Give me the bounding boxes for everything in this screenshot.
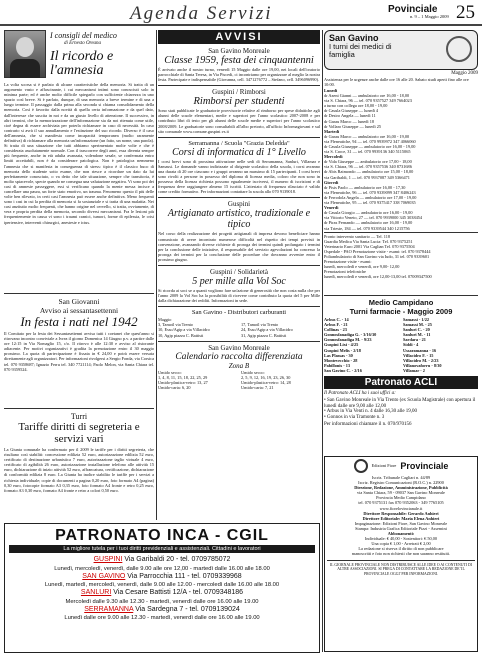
medici-line: dr Vida Giuseppe — ambulatorio ore 17,00 - 18,00 — [324, 159, 412, 165]
medici-line: via Fleneatiche, 94 — tel. 070 9939972 347 4066060 — [324, 138, 416, 144]
medici-section — [324, 30, 478, 292]
inca-offices — [9, 556, 315, 622]
distributori-col-2 — [241, 322, 320, 337]
editore-line: Una copia € 1,00 - Arretrati € 2,00 — [371, 541, 431, 547]
farmacia-item: Gonnosfanadiga M. - 9/23 — [324, 337, 372, 343]
medici-line: dr Azeni Gianni — ambulatorio ore 16,00 - 18,00 — [324, 93, 410, 99]
medici-day-label: Martedì — [324, 128, 340, 134]
sg-label: San Giovanni — [58, 297, 100, 306]
farmacia-item: Arbus C. - 14 — [324, 317, 349, 322]
editore-line: manoscritti e foto non richiesti che non saranno restituiti. — [351, 551, 451, 557]
medici-line: via Fleneatiche, 95 — tel. 070 9375417 338 7069035 — [324, 200, 416, 206]
farmacia-item: Guspini Lixi - 4/25 — [324, 342, 359, 348]
logo-text: Povinciale — [388, 4, 438, 15]
page-title: Agenda Servizi — [130, 3, 273, 24]
sg-kicker: Avviso ai sessantasettenni — [39, 306, 119, 315]
medici-day-label: Venerdì — [324, 205, 339, 211]
calendario-item: Umido-carta: 6, 20 — [158, 384, 191, 390]
medici-footer-line: lunedì, mercoledì e venerdì, ore 12,00-13,00 tel. 07009347500 — [324, 274, 432, 280]
editore-line: Direttore Responsabile: Gerardo Anhieri — [363, 510, 439, 516]
medici-line: via Garibaldi, 1 — tel. 070 9937087 349 5366471 — [324, 174, 410, 180]
medici-line: dr Pisis Paolo — ambulatorio ore 16,00 - 17,30 — [324, 184, 406, 190]
editore-line: tel. 070 9375131 fax 070 9352063 - 349 7765105 — [358, 500, 444, 506]
calendario-item: Umido-plastica-vetro: 14, 28 — [241, 379, 291, 385]
farmacia-item: Gonnosfanadiga G. - 3/16/30 — [324, 332, 377, 338]
volsoc-title: 5 per mille alla Vol Soc — [192, 275, 286, 287]
rimborsi-label: Guspini / Rimborsi — [158, 85, 320, 96]
farmacia-item: Sanluri C. - 20 — [403, 327, 430, 333]
editore-line: Provincia Medio Campidano — [376, 495, 426, 501]
medici-footer-line: Veterinario Euro 2001 Via Caglian Tel. 070 9375504 — [324, 243, 415, 249]
farmacia-item: Las Plassas - 30 — [324, 352, 353, 358]
medici-line: a turno con collega ore 18,00 - 19,00 — [324, 103, 388, 109]
distributori-label: San Gavino - Distributori carburanti — [158, 306, 320, 316]
acli-footer: Per informazioni chiamare il n. 070/970156 — [324, 421, 412, 427]
medici-line: dr Vollaro Giuseppe — lunedì 25 — [324, 123, 382, 129]
inca-info: Via Parrocchia 111 - tel. 0709339968 — [127, 572, 242, 580]
calendario-item: Umido secco: — [158, 369, 182, 375]
editore-line: Iscriz. Registro Comunicazioni (R.O.C.) n. 22900 — [358, 480, 444, 486]
avvisi-header: AVVISI — [158, 30, 320, 44]
turri-label: Turri — [70, 412, 88, 421]
turri-body: La Giunta comunale ha confermato per il 2009 le tariffe per i diritti segreteria, che risultano così stabiliti: concessione edilizia 52 euro, autorizzazione edilizia 52 euro, certificato di destinazione urbanistica 7 euro, autorizzazione taglio virtuale 4 euro, certificato di agibilità 26 euro, autorizzazione installazione telefono alle attività 15 euro, dichiarazione di inizio attività 52 euro, affrancatura, certificazione, dichiarazione di conformità edilizia 8 euro. La Giunta ha inoltre stabilito le tariffe per i servizi a richiesta individuale; copie di documenti a pagina 0,20 euro, foto formato A4 (pagina) 0,30 euro, fotocopie formato A3 0,35 euro, foto formato A4 fronte e retro 0,25 euro, formato A3 0,30 euro, formato A4 fronte e retro a colori 0,50 euro. — [4, 447, 154, 493]
editore-box — [324, 456, 478, 652]
calendario-col-1 — [158, 370, 237, 390]
medici-line: via Trieste, 184 — tel. 070 9339544 340 1215756 — [324, 225, 410, 231]
inca-town: SAN GAVINO — [82, 572, 126, 580]
inca-header: PATRONATO INCA - CGIL — [55, 527, 269, 544]
inca-hours: Lunedì, martedì, mercoledì, venerdì, dalle 9.00 alle 12.00 - mercoledì dalle 16.00 alle 18.00 — [44, 582, 280, 588]
editore-line: www.fiorelovincianale.it — [379, 505, 423, 511]
farmacia-item: Guspini Melis - 2/18 — [324, 347, 361, 353]
author-photo — [4, 30, 46, 78]
medici-line: via S. Croce, 31 — tel. 070 9939136 340 5115065 — [324, 149, 411, 155]
farmacia-item: Sanluri M. - 11 — [403, 332, 431, 338]
medici-line: dr Casula Giuseppe — ambulatorio ore 16,00 - 19,00 — [324, 144, 416, 150]
medici-footer-line: Prenotazione visite - esami: — [324, 259, 372, 265]
acli-item: • Gonnos in via Tramonte n. 3 — [324, 415, 385, 421]
medici-footer-line: Prenotazioni telefoniche — [324, 269, 366, 275]
avvisi-section — [158, 30, 320, 520]
calendario-item: Umido-carta: 7, 21 — [241, 384, 274, 390]
san-giovanni-article — [4, 293, 154, 406]
editore-label: Edizioni Fiore — [371, 463, 397, 469]
medici-line: via S. Chiara, 96 — tel. 070 9357536 340 8731686 — [324, 164, 412, 170]
medico-body: La volta scorsa si è parlato di alcune caratteristiche della memoria. Si tratta di un argomento vasto e affascinante, i cui meccanismi intimi sono conosciuti solo in minima parte; ed è anche molto difficile spiegarlo con sufficiente chiarezza in uno spazio così breve. Si è parlato, dunque, di una memoria a breve termine e di una a lungo termine. Il passaggio dalla prima alla seconda si chiama consolidamento della memoria. Così è favorito dalla novità di quella certa informazione e da quel dato, dall'interesse che suscita in noi e da un giusto livello di attenzione. Il successivo, in altri termini, che la memorizzazione dell'informazione sia da noi ritenuta come utile, cioè degna di essere archiviata per poterla richiamare in caso di necessità. In caso contrario si avrà il suo annullamento e l'estinzione del suo ricordo. Diverso è il caso dell'amnesia, che si manifesta come incapacità temporanea (molto raramente definitiva) di richiamare alla memoria un'informazione (un fatto, un nome, una parola). Si tratta di una situazione che tutti abbiamo sperimentato molte volte e che è considerata assolutamente normale. Con il trascorrere degli anni, essa diventa sempre più frequente, anche in età adulta avanzata, volendone sesale, se confermata entro limiti accettabili, non è da considerare patologica. Non è patologica nemmeno l'amnesia che si manifesta in conseguenza di stress: tipico è il classico buco di memoria dello studente sotto esame, che non riesce a ricordare un dato da lui perfettamente conosciuto, o va detto che tale situazione, sempre che transitoria, è molto spiacevole, specie quando ne consegua una valutazione negativa. Vi sono poi dei casi di amnesie passeggere, essi si verificano quando la mente messa incisce a cancellare una paura, un forte stato emotivo, un trauma. Fenomeno questo il più delle volte ben rilevato, in certi casi l'amnesia può essere anche definitiva. Meno frequenti sono i casi in cui la perdita di memoria si fa sostanziale e si tratta di una malattia. Nei casi anzitutto molto frequenti, che hanno origine nel cervello, si tratta, ovviamente, di vera e propria perdita della memoria, secondo diversi meccanismi. Fra le lesioni più frequentemente in causa vi sono i traumi cranici, tumori, forme di epilessia, le crisi ipertensive, interventi chirurgici, anestesie e ictus. — [4, 82, 154, 225]
farmacia-item: San Gavino C. - 2/16 — [324, 367, 362, 372]
editore-line: Direttore Editoriale: Maria Elena Anhieri — [362, 515, 440, 521]
medici-day-label: Giovedì — [324, 179, 339, 185]
medici-label: San Gavino — [329, 33, 379, 43]
calendario-item: 2, 5, 9, 12, 16, 19, 23, 26, 30 — [241, 374, 291, 380]
medici-line: via S. Chiara, 96 — tel. 070 9357527 349 7664023 — [324, 98, 412, 104]
distributori-month: Maggio — [158, 317, 172, 323]
medici-line: dr Casula Giuseppe — lunedì 4 — [324, 108, 379, 114]
medici-line: dr Abis Raimondo — ambulatorio ore 15,00 - 18,00 — [324, 169, 414, 175]
inca-town: GUSPINI — [93, 556, 123, 563]
volsoc-label: Guspini / Solidarietà — [158, 265, 320, 276]
inca-info: Via Cesare Battisti 12/A - tel. 0709348186 — [113, 589, 244, 596]
editore-line: Impaginazione: Edizioni Fiore, San Gavino Monreale — [354, 520, 448, 526]
medici-line: dr Ferrodola Angela — ambulatorio ore 17,00 - 19,00 — [324, 194, 417, 200]
medici-line: via Vittorio Veneto, 27 — tel. 070 9939000 345 3038454 — [324, 215, 423, 221]
distributori-col-1 — [158, 322, 237, 337]
farmacie-col-2 — [403, 317, 478, 372]
serramanna-title: Corsi di informatica di 1° Livello — [172, 146, 306, 158]
editore-line: La redazione si riserva il diritto di non pubblicare — [358, 546, 444, 552]
editore-line: Stampa: Industria Grafica Editoriale Pizzi - Assemini — [355, 525, 447, 531]
farmacia-item: Siddi - 4 — [403, 342, 419, 348]
farmacia-item: Ussaramanna - 16 — [403, 347, 437, 353]
medici-line: dr Piras Fernando — ambulatorio ore 16,00 - 19,00 — [324, 220, 413, 226]
acli-intro: Il Patronato ACLI ha i suoi uffici a: — [324, 391, 396, 396]
inca-sub: La migliore tutela per i tuoi diritti previdenziali e assistenziali. Cittadini e lavoratori — [9, 545, 315, 553]
farmacie-label: Medio Campidano — [368, 298, 434, 307]
inca-town: SERRAMANNA — [84, 605, 134, 613]
rimborsi-title: Rimborsi per studenti — [193, 96, 285, 108]
medici-month: Maggio 2009 — [451, 71, 478, 76]
medici-footer-line: lunedì, mercoledì e venerdì, ore 9,00- 12,00 — [324, 264, 400, 270]
medico-title: Il ricordo e l'amnesia — [50, 49, 114, 78]
medico-article — [4, 30, 154, 288]
page-header — [0, 0, 482, 26]
distributori-item: 24, Esso/Agip a via Villacidro — [241, 327, 293, 333]
medico-kicker: I consigli del medico — [50, 31, 117, 40]
medici-footer-line: Poliambulatorio di San Gavino via Iudo, 31 tel. 070 9339601 — [324, 253, 430, 259]
calendario-item: Umido-plastica-vetro: 13, 27 — [158, 379, 208, 385]
distributori-item: 31, Agip piazza C. Battisti — [241, 332, 287, 338]
serramanna-label: Serramanna / Scuola "Grazia Deledda" — [158, 137, 320, 147]
medico-byline: di Ernesto Oreana — [64, 41, 102, 46]
farmacia-item: Samassi - 1/22 — [403, 317, 430, 322]
inca-section — [4, 523, 320, 653]
farmacia-item: Pabillonis - 13 — [324, 362, 351, 368]
medici-footer-line: Pronto intervento sanitario — Tel. 118 — [324, 233, 391, 239]
inca-hours: Mercoledì dalle 9.30 alle 12.30 - martedì, venerdì dalle ore 16.00 alle 19.00 — [65, 598, 259, 605]
sg-title: In festa i nati nel 1942 — [20, 314, 138, 329]
editore-disclaimer: IL GIORNALE PROVINCIALE NON DISTRIBUISCE ALLE IDEE O AI CONTENUTI DI ALTRE ASSOCIAZIONI. SI PREGA DI CONTATTARE LA REDAZIONE DE 'IL PROVINCIALE OGGI' PER INFORMAZIONI. — [327, 560, 475, 577]
calendario-item: Umido secco: — [241, 369, 265, 375]
editore-line: Iscriz. Tribunale Cagliari n. 44/89 — [371, 475, 431, 480]
editore-line: Abbonamenti: — [387, 531, 415, 537]
distributori-item: 3, Tamoil via Trento — [158, 322, 193, 328]
editore-line: Direzione, Redazione, Amministrazione, Pubblicità — [354, 485, 448, 491]
distributori-item: 17, Tamoil via Trento — [241, 322, 279, 328]
acli-section — [324, 376, 478, 454]
calendario-item: 1, 4, 8, 11, 15, 18, 22, 25, 29 — [158, 374, 208, 380]
serramanna-body: I corsi brevi sono di prossima attivazione nelle sedi di Serramanna, Sanluri, Villamar e Samassi. Le domande vanno indirizzate al dirigente scolastico della scuola, i corsi avranno una durata di 20 ore ciascuno e i gruppi avranno un massimo di 15 partecipanti. I corsi brevi sono rivolti a persone in possesso del diploma di licenza media, coloro che non sono in possesso della licenza richiesta possono egualmente iscriversi, il numero di iscrizioni e di frequenza deve raggiungere almeno 15 iscritti. L'attestato di frequenza rilasciato è valido come credito formativo. Per informazioni contattare la scuola allo 070 9139018. — [158, 158, 320, 195]
farmacia-item: Arbus F. - 21 — [324, 322, 348, 328]
flower-icon — [354, 459, 368, 473]
distributori-table — [158, 322, 320, 337]
farmacie-table — [324, 317, 478, 372]
column-divider — [322, 30, 323, 652]
stethoscope-icon — [446, 36, 472, 62]
distributori-item: 10, Esso/Agip a via Villacidro — [158, 327, 210, 333]
medici-day-label: Lunedì — [324, 87, 338, 93]
inca-hours: Lunedì dalle ore 9.00 alle 12.30 - martedì, venerdì dalle ore 16.00 alle 19.00 — [64, 615, 260, 621]
farmacia-item: Collinas - 23 — [324, 327, 347, 333]
medici-intro: Assistenza per le urgenze anche dalle ore 16 alle 20. Sabato studi aperti fino alle ore 10:00. — [324, 76, 469, 87]
medici-line: dr Desiro Angela — lunedì 11 — [324, 113, 376, 119]
turri-article — [4, 408, 154, 518]
acli-header: Patronato ACLI — [324, 376, 478, 389]
medici-footer-line: Ospedale - PAO Prenotazione visite - esami: tel. 070 9378444 — [324, 248, 431, 254]
inca-office — [9, 556, 315, 565]
medici-line: via Fleneatiche, 96 — tel. 070 9339099 347 8406243 — [324, 189, 416, 195]
calendario-label: San Gavino Monreale — [158, 341, 320, 352]
farmacie-section — [324, 295, 478, 372]
editore-line: via Santa Chiara, 59 - 09037 San Gavino Monreale — [357, 490, 445, 496]
column-divider — [156, 30, 157, 520]
farmacie-col-1 — [324, 317, 399, 372]
sg-body: Il Comitato per la festa dei Sessantasettenni avvisa tutti i coetanei che quest'anno si ritrovano incontro conviviale a Ivrea il giorno Domenica 14 Giugno p.v. a partire dalle ore 12:15 in Via Nomaglio 15, c/o. Il ritrovo è alle 12:30 e avviso al ristorante adiacente. Per motivi organizzativi è gradita la prenotazione entro il 30 maggio prossimo. La quota di partecipazione è fissata in € 24,00 e potrà essere versata direttamente agli organizzatori. Per informazioni rivolgersi a Sergio Fonda, via Corsica tel. 070 9358687; Ignazio Ferru tel. 340 7721114; Paolo Melon, via Santa Chiara tel. 070 9359524. — [4, 331, 154, 372]
medici-header-box — [324, 30, 478, 70]
artigianato-body: Nel corso della realizzazione dei progetti artigianali di impresa devono beneficiare hanno comunicato di avere incontrato numerose difficoltà nel rispetto dei tempi previsti in convenzione, avanzando diverse richieste di proroga dei termini quindi prolungato i termini per la conclusione delle iniziative, il responsabile del servizio agevolazioni ha concesso la proroga dei termini per la conclusione delle procedure che dovranno avvenire entro il prossimo giugno. — [158, 231, 320, 262]
inca-info: Via Garibaldi 20 - tel. 0709785072 — [124, 556, 231, 563]
editore-lines — [327, 475, 475, 557]
editore-logo: Provinciale — [400, 461, 449, 471]
inca-info: Via Sardegna 7 - tel. 0709139024 — [135, 605, 240, 613]
farmacia-item: Villamar - 2 — [403, 367, 425, 372]
artigianato-title: Artigianato artistico, tradizionale e tipico — [167, 208, 311, 231]
medici-footer — [324, 232, 478, 280]
sgm-body: È arrivato anche il nostro turno, venerdì 15 Maggio dalle ore 19,00, nei locali dell'oratorio parrocchiale di Santa Teresa, in Via Piscedi, ci incontriamo per organizzare al meglio la nostra festa. Partecipate e indispensabile (Giovanna, cell. 3471276772 – Stefano, cell. 3496096990). — [158, 67, 320, 83]
acli-item: • San Gavino Monreale in Via Trento (ex Scuola Magistrale) con apertura il lunedì dalle ore 9,00 alle 12,00 — [324, 397, 476, 409]
farmacia-item: Villacidro M. - 2/23 — [403, 357, 439, 363]
calendario-zone: Zona B — [228, 361, 250, 370]
medici-days — [324, 88, 478, 231]
page-number: 25 — [456, 2, 475, 23]
acli-item: • Arbus in Via Venti n. 4 dalle 16,30 alle 19,00 — [324, 409, 418, 415]
editore-line: Individuale: € 40,00 - Sostenitori: € 50,00 — [364, 536, 438, 542]
rimborsi-body: Sono stati pubblicate le graduatorie provvisorie relative al rimborso per spese didattiche agli alunni delle scuole elementari, medie e superiori per l'anno scolastico 2007-2008 e per contributo libri di testo per gli alunni delle scuole medie e superiori per l'anno scolastico 2008/2009. Le graduatorie sono consultabili all'albo pretorio, all'ufficio Informagiovani e sul sito comunale www.comune.guspini.vs.it — [158, 108, 320, 134]
medici-footer-line: Guardia Medica Via Santa Lucia: Tel. 070 9375251 — [324, 238, 413, 244]
farmacia-item: Montevecchio - 28 — [324, 357, 358, 363]
turri-title: Tariffe diritti di segreteria e servizi vari — [18, 421, 140, 445]
inca-office — [9, 589, 315, 598]
farmacia-item: Villacidro F. - 15 — [403, 352, 434, 358]
medici-title: I turni dei medici di famiglia — [329, 42, 392, 59]
farmacie-title: Turni farmacie - Maggio 2009 — [349, 307, 453, 316]
distributori-item: 10, Agip piazza C. Battisti — [158, 332, 204, 338]
artigianato-label: Guspini — [158, 197, 320, 208]
editore-header — [327, 459, 475, 473]
farmacia-item: Samassi M. - 25 — [403, 322, 432, 328]
inca-office — [9, 573, 315, 582]
farmacia-item: Sardara - 21 — [403, 337, 426, 343]
calendario-title: Calendario raccolta differenziata — [175, 351, 303, 362]
calendario-table — [158, 370, 320, 390]
farmacia-item: Villanovaforru - 8/30 — [403, 362, 442, 368]
volsoc-body: Si ricorda ai soci se a quanti vogliono fare un'azione di generosità che non costa nulla che per l'anno 2009 la Vol Soc ha la possibilità di ricevere come contributo la quota del 5 per Mille dalla dichiarazione dei redditi. Informazioni in sede. — [158, 287, 320, 304]
issue-info: n. 9 – 1 Maggio 2009 — [410, 14, 449, 19]
inca-office — [9, 606, 315, 615]
sgm-label: San Gavino Monreale — [208, 47, 270, 55]
medici-line: dr Garau Marco — ambulatorio ore 16,00 - 19,00 — [324, 133, 410, 139]
inca-hours: Lunedì, mercoledì, venerdì, dalle 9.00 alle ore 12,00 - martedì dalle 16.00 alle 18.00 — [54, 565, 270, 572]
sgm-title: Classe 1959, festa dei cinquantenni — [164, 55, 314, 66]
medici-line: dr Casula Giorgio — ambulatorio ore 16,00 - 19,00 — [324, 210, 413, 216]
medici-day-label: Mercoledì — [324, 154, 343, 160]
calendario-col-2 — [241, 370, 320, 390]
medici-line: dr Garau Marco — lunedì 18 — [324, 118, 374, 124]
inca-town: SANLURI — [80, 589, 112, 596]
